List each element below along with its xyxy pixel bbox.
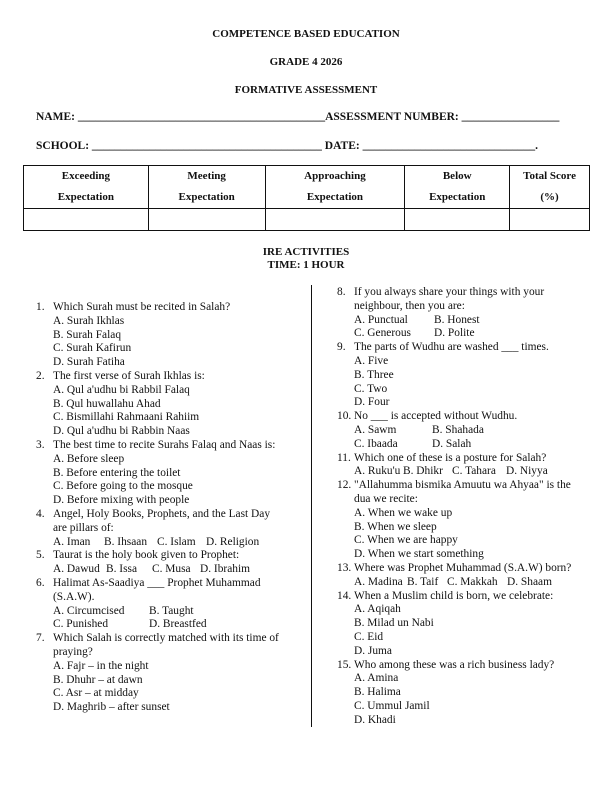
answer-option[interactable]: D. Breastfed [149, 618, 207, 631]
section-title: IRE ACTIVITIES [262, 246, 350, 258]
answer-option[interactable]: B. Three [354, 368, 394, 381]
answer-option[interactable]: C. Makkah [447, 575, 498, 588]
question-text: are pillars of: [53, 521, 114, 534]
answer-option[interactable]: B. Qul huwallahu Ahad [53, 397, 161, 410]
score-entry-cell[interactable] [148, 209, 265, 231]
answer-option[interactable]: A. Circumcised [53, 604, 125, 617]
question-text: (S.A.W). [53, 590, 95, 603]
question-item [337, 410, 597, 451]
question-item [337, 479, 597, 562]
answer-options-row [337, 355, 597, 369]
answer-options-row [36, 660, 308, 674]
answer-options-row [36, 342, 308, 356]
answer-option[interactable]: B. Shahada [432, 423, 484, 436]
answer-options-row [337, 369, 597, 383]
answer-options-row [36, 384, 308, 398]
answer-options-row [36, 674, 308, 688]
answer-option[interactable]: A. Five [354, 354, 389, 367]
answer-options-row [337, 645, 597, 659]
question-text: "Allahumma bismika Amuutu wa Ahyaa" is the [354, 479, 571, 492]
answer-option[interactable]: D. Polite [434, 327, 475, 340]
question-item [337, 286, 597, 341]
answer-option[interactable]: A. Amina [354, 672, 399, 685]
question-number: 7. [36, 632, 45, 645]
answer-options-row [337, 465, 597, 479]
answer-options-row [36, 329, 308, 343]
answer-options-row [36, 315, 308, 329]
question-text: Halimat As-Saadiya ___ Prophet Muhammad [53, 576, 261, 589]
answer-options-row [36, 563, 308, 577]
answer-options-row [36, 453, 308, 467]
answer-option[interactable]: C. Eid [354, 630, 384, 643]
score-header-text: Total Score [523, 170, 576, 182]
answer-options-row [36, 605, 308, 619]
questions-right-column [337, 286, 597, 728]
answer-option[interactable]: C. Generous [354, 327, 411, 340]
answer-options-row [36, 411, 308, 425]
answer-option[interactable]: D. Religion [206, 535, 260, 548]
answer-options-row [337, 548, 597, 562]
question-text: The first verse of Surah Ikhlas is: [53, 369, 205, 382]
answer-options-row [337, 700, 597, 714]
answer-options-row [36, 480, 308, 494]
question-number: 6. [36, 576, 45, 589]
question-item [337, 452, 597, 480]
answer-option[interactable]: C. Islam [157, 535, 196, 548]
school-date-row: SCHOOL: ________________________________________ DATE: ______________________________. [36, 140, 538, 152]
question-number: 8. [337, 286, 346, 298]
score-entry-cell[interactable] [510, 209, 590, 231]
question-number: 2. [36, 369, 45, 382]
question-item [36, 439, 308, 508]
question-item [337, 341, 597, 410]
answer-option[interactable]: B. Ihsaan [104, 535, 148, 548]
score-header-cell [148, 166, 265, 209]
answer-options-row [337, 438, 597, 452]
answer-option[interactable]: C. Two [354, 382, 388, 395]
answer-option[interactable]: B. Dhikr [403, 465, 443, 478]
score-entry-cell[interactable] [24, 209, 149, 231]
question-item [36, 577, 308, 632]
question-number: 10. [337, 410, 352, 423]
answer-options-row [36, 494, 308, 508]
answer-option[interactable]: C. Tahara [452, 465, 496, 478]
answer-option[interactable]: C. Musa [152, 563, 191, 576]
answer-option[interactable]: D. Juma [354, 644, 392, 657]
question-text: Which one of these is a posture for Salah? [354, 451, 547, 464]
answer-options-row [337, 383, 597, 397]
question-text: Which Salah is correctly matched with its time of [53, 632, 279, 645]
question-item [36, 632, 308, 715]
answer-option[interactable]: D. Niyya [506, 465, 548, 478]
answer-options-row [337, 714, 597, 728]
questions-left-column [36, 301, 308, 715]
answer-options-row [36, 356, 308, 370]
answer-option[interactable]: D. Shaam [507, 575, 552, 588]
answer-option[interactable]: C. Asr – at midday [53, 687, 139, 700]
question-text: Taurat is the holy book given to Prophet: [53, 549, 240, 562]
answer-options-row [337, 686, 597, 700]
answer-option[interactable]: C. Before going to the mosque [53, 480, 193, 493]
answer-options-row [337, 314, 597, 328]
answer-option[interactable]: A. When we wake up [354, 506, 453, 519]
answer-option[interactable]: B. Halima [354, 686, 401, 699]
answer-options-row [36, 536, 308, 550]
question-item [36, 508, 308, 549]
answer-option[interactable]: D. Surah Fatiha [53, 356, 125, 369]
question-text: When a Muslim child is born, we celebrate: [354, 589, 554, 602]
score-header-cell [24, 166, 149, 209]
answer-option[interactable]: B. Milad un Nabi [354, 617, 434, 630]
answer-option[interactable]: D. Before mixing with people [53, 494, 190, 507]
answer-options-row [337, 617, 597, 631]
answer-options-row [337, 424, 597, 438]
question-number: 13. [337, 561, 352, 574]
score-entry-cell[interactable] [265, 209, 405, 231]
score-header-text: Meeting [187, 170, 226, 182]
question-text: The parts of Wudhu are washed ___ times. [354, 341, 549, 354]
name-assessment-number-row: NAME: ___________________________________________ASSESSMENT NUMBER: _________________ [36, 111, 560, 123]
answer-options-row [337, 521, 597, 535]
answer-option[interactable]: D. Khadi [354, 713, 396, 726]
question-number: 12. [337, 479, 352, 492]
answer-options-row [36, 467, 308, 481]
question-text: Angel, Holy Books, Prophets, and the Last Day [53, 507, 271, 520]
question-number: 14. [337, 589, 352, 602]
answer-option[interactable]: D. Salah [432, 437, 472, 450]
question-number: 15. [337, 658, 352, 671]
question-text: The best time to recite Surahs Falaq and Naas is: [53, 438, 276, 451]
score-header-text: Expectation [429, 191, 486, 203]
answer-option[interactable]: A. Aqiqah [354, 603, 401, 616]
score-table [23, 165, 590, 231]
question-text: praying? [53, 645, 93, 658]
answer-option[interactable]: A. Sawm [354, 423, 397, 436]
question-number: 11. [337, 451, 351, 464]
answer-option[interactable]: C. When we are happy [354, 534, 458, 547]
answer-options-row [337, 631, 597, 645]
question-text: Where was Prophet Muhammad (S.A.W) born? [354, 561, 572, 574]
answer-options-row [337, 576, 597, 590]
answer-option[interactable]: C. Ummul Jamil [354, 699, 430, 712]
question-number: 3. [36, 438, 45, 451]
score-header-text: (%) [540, 191, 559, 203]
score-header-text: Below [442, 170, 472, 182]
answer-options-row [337, 396, 597, 410]
column-divider [311, 285, 312, 727]
answer-options-row [36, 398, 308, 412]
answer-option[interactable]: B. Surah Falaq [53, 328, 122, 341]
score-entry-cell[interactable] [405, 209, 510, 231]
answer-option[interactable]: D. Four [354, 396, 390, 409]
answer-option[interactable]: A. Ruku'u [354, 465, 401, 478]
answer-option[interactable]: B. Dhuhr – at dawn [53, 673, 143, 686]
question-item [36, 549, 308, 577]
answer-option[interactable]: D. When we start something [354, 548, 484, 561]
answer-option[interactable]: B. Taif [407, 575, 439, 588]
answer-option[interactable]: C. Punished [53, 618, 109, 631]
answer-options-row [337, 507, 597, 521]
grade-title: GRADE 4 2026 [269, 56, 343, 68]
answer-options-row [36, 618, 308, 632]
answer-options-row [337, 534, 597, 548]
question-text: No ___ is accepted without Wudhu. [354, 410, 518, 423]
answer-option[interactable]: A. Fajr – in the night [53, 659, 149, 672]
question-item [36, 301, 308, 370]
answer-option[interactable]: D. Ibrahim [200, 563, 250, 576]
score-header-text: Expectation [306, 191, 364, 203]
answer-option[interactable]: A. Dawud [53, 563, 100, 576]
answer-option[interactable]: B. When we sleep [354, 520, 437, 533]
answer-option[interactable]: B. Taught [149, 604, 194, 617]
question-text: Which Surah must be recited in Salah? [53, 301, 231, 313]
question-number: 4. [36, 507, 45, 520]
doc-title: COMPETENCE BASED EDUCATION [212, 28, 400, 40]
question-text: neighbour, then you are: [354, 299, 465, 312]
question-number: 5. [36, 549, 45, 562]
question-item [337, 590, 597, 659]
answer-option[interactable]: D. Maghrib – after sunset [53, 701, 170, 714]
answer-options-row [337, 327, 597, 341]
score-header-cell [265, 166, 405, 209]
question-item [36, 370, 308, 439]
answer-option[interactable]: A. Before sleep [53, 452, 125, 465]
question-text: Who among these was a rich business lady? [354, 658, 555, 671]
answer-option[interactable]: A. Qul a'udhu bi Rabbil Falaq [53, 383, 190, 396]
score-header-text: Expectation [57, 191, 114, 203]
score-header-cell [510, 166, 590, 209]
score-header-text: Exceeding [61, 170, 111, 182]
answer-option[interactable]: C. Surah Kafirun [53, 342, 132, 355]
answer-option[interactable]: C. Ibaada [354, 437, 398, 450]
question-number: 9. [337, 341, 346, 354]
answer-options-row [337, 603, 597, 617]
answer-options-row [36, 701, 308, 715]
answer-option[interactable]: D. Qul a'udhu bi Rabbin Naas [53, 425, 190, 438]
score-header-text: Expectation [178, 191, 235, 203]
question-text: dua we recite: [354, 492, 418, 505]
question-text: If you always share your things with your [354, 286, 545, 298]
answer-options-row [36, 425, 308, 439]
question-item [337, 562, 597, 590]
answer-option[interactable]: B. Issa [106, 563, 138, 576]
answer-options-row [337, 672, 597, 686]
assessment-title: FORMATIVE ASSESSMENT [234, 84, 378, 96]
score-header-cell [405, 166, 510, 209]
question-item [337, 659, 597, 728]
answer-option[interactable]: A. Surah Ikhlas [53, 314, 125, 327]
answer-option[interactable]: A. Madina [354, 575, 403, 588]
answer-option[interactable]: C. Bismillahi Rahmaani Rahiim [53, 411, 200, 424]
answer-option[interactable]: B. Before entering the toilet [53, 466, 181, 479]
answer-options-row [36, 687, 308, 701]
answer-option[interactable]: A. Iman [53, 535, 91, 548]
question-number: 1. [36, 301, 45, 313]
score-header-text: Approaching [304, 170, 366, 182]
section-time: TIME: 1 HOUR [267, 259, 345, 271]
answer-option[interactable]: A. Punctual [354, 313, 408, 326]
answer-option[interactable]: B. Honest [434, 313, 480, 326]
